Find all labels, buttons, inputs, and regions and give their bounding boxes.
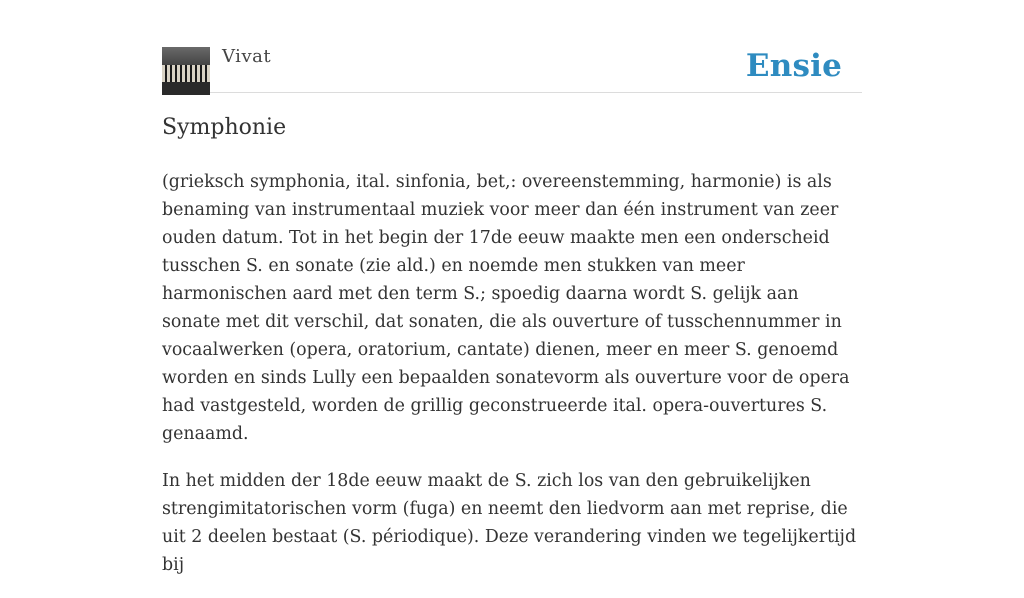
page-title: Symphonie (162, 115, 287, 140)
article-paragraph: (grieksch symphonia, ital. sinfonia, bet,: overeenstemming, harmonie) is als benaming van instrumentaal muziek voor meer dan één instrument van zeer ouden datum. Tot in het begin der 17de eeuw maakte men een onderscheid tusschen S. en sonate (zie ald.) en noemde men stukken van meer harmonischen aard met den term S.; spoedig daarna wordt S. gelijk aan sonate met dit verschil, dat sonaten, die als ouverture of tusschennummer in vocaalwerken (opera, oratorium, cantate) dienen, meer en meer S. genoemd worden en sinds Lully een bepaalden sonatevorm als ouverture voor de opera had vastgesteld, worden de grillig geconstrueerde ital. opera-ouvertures S. genaamd. (162, 172, 850, 444)
article-paragraph: In het midden der 18de eeuw maakt de S. zich los van den gebruikelijken strengimitatorischen vorm (fuga) en neemt den liedvorm aan met reprise, die uit 2 deelen bestaat (S. périodique). Deze verandering vinden we tegelijkertijd bij (162, 471, 857, 575)
article-body (162, 168, 862, 598)
piano-keys-avatar-icon (162, 47, 210, 95)
header (162, 46, 862, 93)
brand-logo-link[interactable]: Ensie (745, 48, 842, 84)
avatar[interactable] (162, 47, 210, 95)
author-name[interactable]: Vivat (222, 46, 272, 67)
